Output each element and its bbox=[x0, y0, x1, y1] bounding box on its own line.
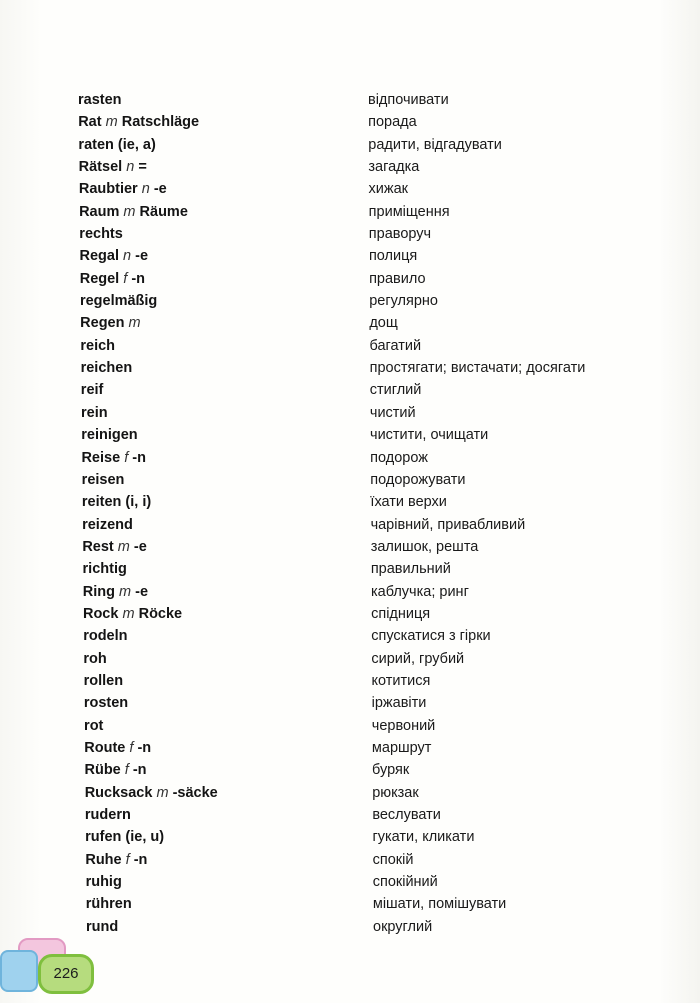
word-text: regelmäßig bbox=[79, 293, 158, 310]
word-text: Regal bbox=[79, 248, 119, 265]
german-word bbox=[78, 134, 155, 156]
ukrainian-translation: праворуч bbox=[368, 226, 432, 243]
list-item bbox=[0, 536, 700, 558]
ukrainian-translation: округлий bbox=[373, 918, 433, 935]
word-text: rühren bbox=[85, 896, 132, 913]
ukrainian-translation: іржавіти bbox=[371, 695, 427, 712]
list-item bbox=[0, 201, 700, 223]
plural-form: Ratschläge bbox=[121, 114, 200, 131]
list-item bbox=[0, 424, 700, 446]
ukrainian-translation: відпочивати bbox=[368, 92, 449, 108]
german-word bbox=[83, 603, 182, 625]
list-item bbox=[0, 916, 700, 938]
list-item bbox=[0, 648, 700, 670]
list-item bbox=[0, 826, 700, 848]
list-item bbox=[0, 759, 700, 781]
list-item bbox=[0, 357, 700, 379]
vocabulary-list bbox=[0, 89, 700, 938]
word-text: Rock bbox=[82, 605, 119, 622]
word-text: reiten (i, i) bbox=[81, 494, 152, 511]
plural-form: -e bbox=[135, 248, 149, 265]
ukrainian-translation: загадка bbox=[368, 159, 420, 176]
plural-form: -n bbox=[137, 739, 152, 756]
ukrainian-translation: правильний bbox=[370, 561, 451, 578]
ukrainian-translation: рюкзак bbox=[372, 784, 419, 801]
word-text: reich bbox=[80, 337, 116, 354]
word-text: Regel bbox=[79, 270, 120, 287]
plural-form: -säcke bbox=[172, 784, 218, 801]
ukrainian-translation: котитися bbox=[371, 672, 431, 689]
plural-form: Räume bbox=[139, 203, 188, 220]
list-item bbox=[0, 469, 700, 491]
ukrainian-translation: правило bbox=[369, 270, 426, 287]
grammatical-gender: f bbox=[124, 449, 129, 466]
german-word bbox=[80, 335, 115, 357]
plural-form: = bbox=[138, 159, 147, 176]
ukrainian-translation: каблучка; ринг bbox=[370, 583, 469, 600]
german-word bbox=[83, 648, 106, 670]
word-text: raten (ie, a) bbox=[78, 136, 156, 153]
ukrainian-translation: залишок, решта bbox=[370, 538, 479, 555]
plural-form: -e bbox=[135, 583, 149, 600]
german-word bbox=[82, 469, 125, 491]
grammatical-gender: f bbox=[124, 762, 129, 779]
word-text: reizend bbox=[82, 516, 133, 533]
word-text: rechts bbox=[79, 226, 123, 243]
plural-form: -e bbox=[153, 181, 167, 198]
list-item bbox=[0, 312, 700, 334]
grammatical-gender: n bbox=[123, 248, 132, 265]
german-word bbox=[80, 268, 145, 290]
german-word bbox=[81, 402, 108, 424]
word-text: rasten bbox=[78, 92, 122, 108]
ukrainian-translation: мішати, помішувати bbox=[372, 896, 507, 913]
list-item bbox=[0, 871, 700, 893]
german-word bbox=[84, 737, 151, 759]
word-text: reif bbox=[80, 382, 104, 399]
list-item bbox=[0, 603, 700, 625]
ukrainian-translation: чистити, очищати bbox=[370, 427, 489, 444]
list-item bbox=[0, 625, 700, 647]
grammatical-gender: m bbox=[156, 784, 169, 801]
plural-form: -n bbox=[132, 762, 147, 779]
german-word bbox=[80, 312, 140, 334]
word-text: Raum bbox=[79, 203, 120, 220]
list-item bbox=[0, 893, 700, 915]
ukrainian-translation: простягати; вистачати; досягати bbox=[369, 360, 586, 377]
german-word bbox=[86, 871, 122, 893]
ukrainian-translation: порада bbox=[368, 114, 417, 131]
german-word bbox=[83, 558, 127, 580]
list-item bbox=[0, 335, 700, 357]
list-item bbox=[0, 156, 700, 178]
plural-form: -e bbox=[133, 538, 147, 555]
list-item bbox=[0, 737, 700, 759]
word-text: rufen (ie, u) bbox=[85, 829, 165, 846]
ukrainian-translation: буряк bbox=[372, 762, 410, 779]
grammatical-gender: m bbox=[119, 583, 132, 600]
word-text: Rat bbox=[78, 114, 102, 131]
word-text: ruhig bbox=[85, 874, 122, 891]
word-text: rein bbox=[81, 404, 108, 421]
plural-form: -n bbox=[132, 449, 146, 466]
ukrainian-translation: спідниця bbox=[371, 605, 431, 622]
ukrainian-translation: багатий bbox=[369, 337, 422, 354]
list-item bbox=[0, 178, 700, 200]
word-text: Regen bbox=[80, 315, 125, 332]
grammatical-gender: f bbox=[129, 739, 134, 756]
plural-form: -n bbox=[133, 851, 148, 868]
ukrainian-translation: подорож bbox=[370, 449, 428, 466]
list-item bbox=[0, 692, 700, 714]
ukrainian-translation: дощ bbox=[369, 315, 398, 332]
word-text: reisen bbox=[81, 471, 125, 488]
german-word bbox=[86, 893, 132, 915]
word-text: rot bbox=[84, 717, 104, 734]
german-word bbox=[84, 715, 103, 737]
ukrainian-translation: маршрут bbox=[371, 739, 432, 756]
word-text: Route bbox=[84, 739, 126, 756]
ukrainian-translation: гукати, кликати bbox=[372, 829, 475, 846]
german-word bbox=[85, 849, 147, 871]
german-word bbox=[85, 782, 218, 804]
grammatical-gender: n bbox=[126, 159, 135, 176]
german-word bbox=[81, 357, 133, 379]
word-text: rodeln bbox=[83, 628, 128, 645]
german-word bbox=[79, 201, 188, 223]
german-word bbox=[86, 916, 118, 938]
list-item bbox=[0, 804, 700, 826]
list-item bbox=[0, 111, 700, 133]
ukrainian-translation: регулярно bbox=[369, 293, 439, 310]
german-word bbox=[85, 826, 164, 848]
ukrainian-translation: подорожувати bbox=[370, 471, 466, 488]
plural-form: Röcke bbox=[138, 605, 183, 622]
list-item bbox=[0, 782, 700, 804]
grammatical-gender: m bbox=[122, 605, 135, 622]
word-text: rudern bbox=[84, 807, 131, 823]
word-text: Rübe bbox=[84, 762, 121, 779]
ukrainian-translation: хижак bbox=[368, 181, 408, 198]
word-text: reichen bbox=[80, 360, 133, 377]
list-item bbox=[0, 402, 700, 424]
german-word bbox=[83, 625, 127, 647]
german-word bbox=[79, 178, 167, 200]
list-item bbox=[0, 514, 700, 536]
ukrainian-translation: сирий, грубий bbox=[371, 650, 465, 667]
ukrainian-translation: веслувати bbox=[372, 807, 441, 823]
list-item bbox=[0, 379, 700, 401]
list-item bbox=[0, 715, 700, 737]
word-text: reinigen bbox=[81, 427, 138, 444]
german-word bbox=[79, 156, 147, 178]
german-word bbox=[81, 447, 145, 469]
ukrainian-translation: чарівний, привабливий bbox=[370, 516, 526, 533]
word-text: Rätsel bbox=[78, 159, 123, 176]
word-text: Ring bbox=[82, 583, 115, 600]
grammatical-gender: m bbox=[105, 114, 118, 131]
german-word bbox=[84, 759, 146, 781]
german-word bbox=[79, 223, 123, 245]
word-text: roh bbox=[83, 650, 107, 667]
list-item bbox=[0, 670, 700, 692]
word-text: Ruhe bbox=[85, 851, 122, 868]
grammatical-gender: f bbox=[123, 270, 128, 287]
word-text: Rest bbox=[82, 538, 114, 555]
german-word bbox=[82, 514, 133, 536]
list-item bbox=[0, 223, 700, 245]
grammatical-gender: n bbox=[141, 181, 150, 198]
grammatical-gender: m bbox=[128, 315, 141, 332]
word-text: rosten bbox=[83, 695, 129, 712]
grammatical-gender: m bbox=[123, 203, 136, 220]
ukrainian-translation: полиця bbox=[368, 248, 418, 265]
ukrainian-translation: радити, відгадувати bbox=[368, 136, 502, 153]
german-word bbox=[84, 670, 123, 692]
ukrainian-translation: спускатися з гірки bbox=[371, 628, 491, 645]
word-text: rund bbox=[86, 918, 119, 935]
ukrainian-translation: чистий bbox=[369, 404, 416, 421]
german-word bbox=[81, 379, 104, 401]
ukrainian-translation: приміщення bbox=[368, 203, 450, 220]
list-item bbox=[0, 581, 700, 603]
list-item bbox=[0, 89, 700, 111]
word-text: Raubtier bbox=[78, 181, 138, 198]
list-item bbox=[0, 558, 700, 580]
list-item bbox=[0, 447, 700, 469]
list-item bbox=[0, 245, 700, 267]
german-word bbox=[81, 424, 137, 446]
list-item bbox=[0, 268, 700, 290]
german-word bbox=[80, 290, 157, 312]
german-word bbox=[80, 245, 149, 267]
list-item bbox=[0, 290, 700, 312]
german-word bbox=[82, 536, 147, 558]
word-text: Rucksack bbox=[84, 784, 153, 801]
grammatical-gender: f bbox=[125, 851, 130, 868]
plural-form: -n bbox=[131, 270, 145, 287]
german-word bbox=[78, 111, 199, 133]
decorative-blue-tab bbox=[0, 950, 38, 992]
word-text: richtig bbox=[82, 561, 127, 578]
list-item bbox=[0, 491, 700, 513]
word-text: Reise bbox=[81, 449, 121, 466]
page-number-tab bbox=[0, 938, 110, 1003]
word-text: rollen bbox=[83, 672, 124, 689]
german-word bbox=[78, 89, 122, 111]
page-number: 226 bbox=[38, 954, 94, 994]
ukrainian-translation: спокійний bbox=[372, 874, 438, 891]
grammatical-gender: m bbox=[117, 538, 130, 555]
ukrainian-translation: їхати верхи bbox=[370, 494, 447, 511]
german-word bbox=[82, 491, 151, 513]
german-word bbox=[83, 581, 148, 603]
list-item bbox=[0, 134, 700, 156]
ukrainian-translation: спокій bbox=[372, 851, 414, 868]
list-item bbox=[0, 849, 700, 871]
ukrainian-translation: стиглий bbox=[369, 382, 422, 399]
german-word bbox=[84, 692, 128, 714]
ukrainian-translation: червоний bbox=[371, 717, 436, 734]
german-word bbox=[85, 804, 131, 826]
